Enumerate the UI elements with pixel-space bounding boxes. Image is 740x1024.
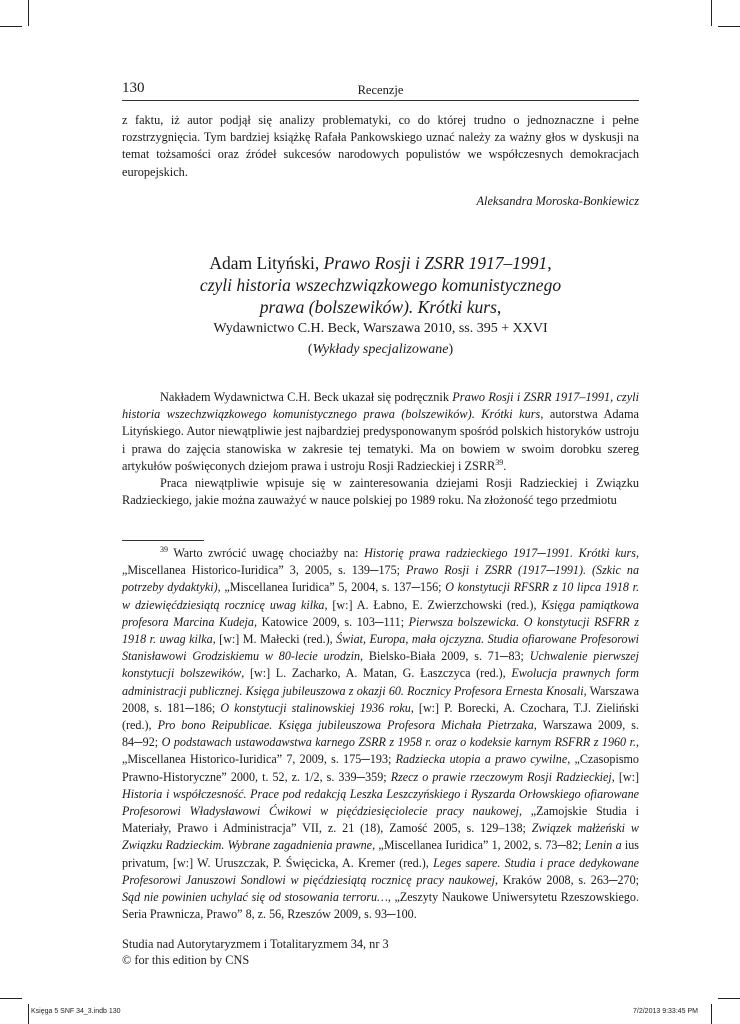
crop-mark (711, 0, 712, 26)
book-publisher: Wydawnictwo C.H. Beck, Warszawa 2010, ss. 395 + XXVI (213, 321, 548, 336)
footnote-citation-title: Radziecka utopia a prawo cywilne (395, 752, 568, 767)
footnote-citation-text: ius privatum, [w:] W. Uruszczak, P. Święcicka, A. Kremer (red.), (122, 838, 639, 870)
footnote-citation-title: Związek małżeński w Związku Radzieckim. Wybrane zagadnienia prawne (122, 821, 639, 853)
previous-review-paragraph: z faktu, iż autor podjął się analizy problematyki, co do której trudno o jednoznaczne i pełne rozstrzygnięcia. Tym bardziej książkę Rafała Pankowskiego uznać należy za ważny głos w dyskusji na temat tożsamości oraz źródeł sukcesów narodowych populistów we współczesnych demokracjach europejskich. (122, 113, 639, 179)
footnote-citation-text: , „Zeszyty Naukowe Uniwersytetu Rzeszowskiego. Seria Prawnicza, Prawo” 8, z. 56, Rzeszów 2009, s. 93─100. (122, 890, 639, 922)
footnote-citation-title: O konstytucji stalinowskiej 1936 roku (220, 700, 411, 715)
footnote-citation-text: , [w:] A. Łabno, E. Zwierzchowski (red.), (324, 597, 542, 612)
footnote-citation-text: , Warszawa 2008, s. 181─186; (122, 683, 639, 715)
footnote-citation-text: , Kraków 2008, s. 263─270; (494, 872, 639, 887)
footnote (122, 545, 639, 923)
page-number: 130 (122, 80, 145, 96)
footnote-citation-text: , „Miscellanea Iuridica” 1, 2002, s. 73─82; (372, 838, 585, 853)
review-body (122, 389, 639, 509)
footnote-citation-text: , „Miscellanea Historico-Iuridica” 7, 2009, s. 175─193; (122, 735, 640, 767)
book-title-part-2: czyli historia wszechzwiązkowego komunistycznego (199, 275, 562, 295)
crop-mark (718, 998, 740, 999)
title-line-2 (122, 274, 639, 296)
footnote-citation-title: Leges sapere. Studia i prace dedykowane Profesorowi Januszowi Sondlowi w pięćdziesiątą rocznicę pracy naukowej (122, 855, 640, 887)
crop-mark (0, 998, 22, 999)
footnote-citation-title: Uchwalenie pierwszej konstytucji bolszewików (122, 649, 639, 681)
footnote-citation-title: Rzecz o prawie rzeczowym Rosji Radzieckiej (390, 769, 612, 784)
review-signature: Aleksandra Moroska-Bonkiewicz (476, 194, 639, 208)
print-slug-file: Księga 5 SNF 34_3.indb 130 (31, 1008, 121, 1015)
book-series: (Wykłady specjalizowane) (307, 342, 454, 357)
header-rule (122, 100, 639, 101)
footnote-citation-title: Pierwsza bolszewicka. O konstytucji RSFRR z 1918 r. uwag kilka (122, 614, 639, 647)
footnote-citation-text: , „Miscellanea Iuridica” 5, 2004, s. 137─156; (217, 580, 446, 595)
footnote-reference: 39 (495, 457, 504, 467)
crop-mark (0, 26, 22, 27)
footnote-citation-title: Pro bono Reipublicae. Księga jubileuszowa Profesora Michała Pietrzaka (157, 718, 534, 733)
crop-mark (711, 1004, 712, 1024)
body-paragraph: Nakładem Wydawnictwa C.H. Beck ukazał się podręcznik Prawo Rosji i ZSRR 1917–1991, czyli historia wszechzwiązkowego komunistycznego prawa (bolszewików). Krótki kurs, autorstwa Adama Lityńskiego. Autor niewątpliwie jest najbardziej predysponowanym spośród polskich historyków ustroju i prawa do zajęcia stanowiska w zakresie tej tematyki. Ma on bowiem w swoim dorobku szereg artykułów poświęconych dziejom prawa i ustroju Rosji Radzieckiej i ZSRR$^{39}$. (122, 390, 639, 473)
footnote-citation-text: , Warszawa 2009, s. 84─92; (122, 718, 639, 750)
footnote-citation-title: Sąd nie powinien uchylać się od stosowania terroru… (122, 890, 388, 905)
footnote-citation-title: O podstawach ustawodawstwa karnego ZSRR z 1958 r. oraz o kodeksie karnym RSFRR z 1960 r. (161, 735, 636, 750)
crop-mark (718, 26, 740, 27)
footnote-citation-title: Historia i współczesność. Prace pod redakcją Leszka Leszczyńskiego i Ryszarda Orłowskiego ofiarowane Profesorowi Władysławowi Ćwikowi w pięćdziesięciolecie pracy naukowej (122, 786, 639, 819)
journal-name: Studia nad Autorytaryzmem i Totalitaryzmem 34, nr 3 (122, 937, 389, 951)
book-title-part-1: Prawo Rosji i ZSRR 1917–1991, (323, 253, 552, 273)
footnote-citation-text: , [w:] L. Zacharko, A. Matan, G. Łaszczyca (red.), (241, 666, 512, 681)
footnote-citation-text: , „Zamojskie Studia i Materiały, Prawo i Administracja” VII, z. 21 (18), Zamość 2005, s. 129–138; (122, 804, 639, 836)
footnote-citation-title: Ewolucja prawnych form administracji publicznej. Księga jubileuszowa z okazji 60. Rocznicy Profesora Ernesta Knosali (122, 666, 639, 698)
print-slug-timestamp: 7/2/2013 9:33:45 PM (633, 1008, 698, 1015)
running-head: Recenzje (357, 83, 404, 97)
title-line-1 (122, 252, 639, 274)
book-title-reference: Prawo Rosji i ZSRR 1917–1991, czyli historia wszechzwiązkowego komunistycznego prawa (bolszewików). Krótki kurs (122, 390, 639, 422)
copyright-line: © for this edition by CNS (122, 953, 250, 967)
book-author: Adam Lityński, (209, 253, 324, 273)
footnote-citation-title: O konstytucji RFSRR z 10 lipca 1918 r. w dziewięćdziesiątą rocznicę uwag kilka (122, 580, 639, 612)
footnote-citation-title: Historię prawa radzieckiego 1917─1991. Krótki kurs (364, 546, 636, 560)
footnote-citation-text: , Bielsko-Biała 2009, s. 71─83; (360, 649, 530, 664)
footnote-citation-text: , „Miscellanea Historico-Iuridica” 3, 2005, s. 139─175; (122, 546, 639, 578)
footnote-rule (122, 540, 204, 541)
page-header (122, 80, 639, 100)
footnote-citation-title: Lenin a (584, 838, 622, 853)
footnote-citation-text: , „Czasopismo Prawno-Historyczne” 2000, t. 52, z. 1/2, s. 339─359; (122, 752, 639, 784)
review-title-block (122, 252, 639, 360)
crop-mark (28, 0, 29, 26)
footnote-citation-text: , Katowice 2009, s. 103─111; (253, 614, 409, 629)
footnote-citation-title: Świat, Europa, mała ojczyzna. Studia ofiarowane Profesorowi Stanisławowi Grodziskiemu w 80-lecie urodzin (122, 632, 640, 664)
footnote-citation-text: , [w:] M. Małecki (red.), (212, 632, 337, 647)
footnote-text (122, 545, 639, 923)
journal-footer (122, 936, 389, 968)
footnote-citation-text: Warto zwrócić uwagę chociażby na: (168, 546, 365, 560)
title-line-3: prawa (bolszewików). Krótki kurs, (259, 297, 502, 317)
footnote-number: 39 (160, 544, 168, 554)
footnote-citation-title: Prawo Rosji i ZSRR (1917─1991). (Szkic na potrzeby dydaktyki) (122, 563, 639, 595)
previous-review-text (122, 112, 639, 181)
book-title-part-3: prawa (bolszewików). Krótki kurs (259, 297, 497, 317)
footnote-citation-text: , [w:] (611, 769, 640, 784)
footnote-citation-title: Księga pamiątkowa profesora Marcina Kudeja (122, 597, 639, 629)
body-paragraph: Praca niewątpliwie wpisuje się w zainteresowania dziejami Rosji Radzieckiej i Związku Radzieckiego, jakie można zauważyć w nauce polskiej po 1989 roku. Na złożoność tego przedmiotu (122, 476, 639, 508)
footnote-citation-text: , [w:] P. Borecki, A. Czochara, T.J. Zieliński (red.), (122, 700, 639, 733)
crop-mark (28, 1004, 29, 1024)
